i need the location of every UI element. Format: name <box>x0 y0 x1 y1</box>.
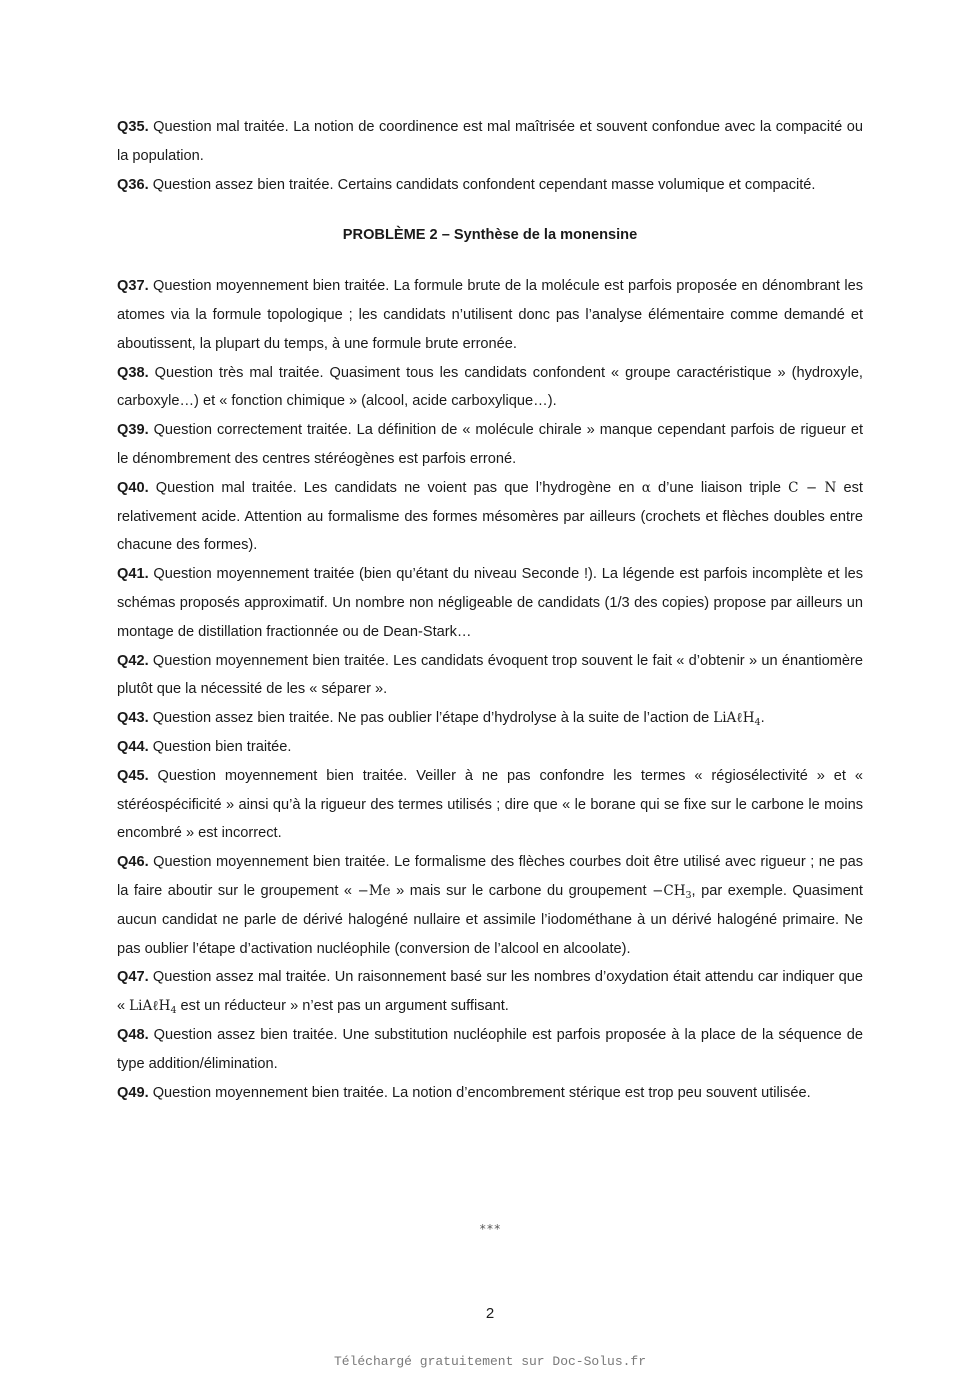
comment-q47 <box>117 963 863 1021</box>
comment-text: Question moyennement bien traitée. Les candidats évoquent trop souvent le fait « d’obtenir » un énantiomère plutôt que la nécessité de les « séparer ». <box>117 652 863 698</box>
math-formula <box>713 710 761 729</box>
question-label: Q40. <box>117 479 149 496</box>
comment-text: Question moyennement bien traitée. Le formalisme des flèches courbes doit être utilisé avec rigueur ; ne pas la faire aboutir sur le groupement « <box>117 854 863 899</box>
question-label: Q44. <box>117 738 149 755</box>
comment-q41 <box>117 560 863 646</box>
comment-q45 <box>117 762 863 848</box>
question-label: Q42. <box>117 652 149 669</box>
question-label: Q47. <box>117 969 149 986</box>
comment-text: Question moyennement traitée (bien qu’étant du niveau Seconde !). La légende est parfois incomplète et les schémas proposés approximatif. Un nombre non négligeable de candidats (1/3 des copies) propose par ailleurs un montage de distillation fractionnée ou de Dean-Stark… <box>117 566 863 640</box>
comment-q40 <box>117 474 863 560</box>
comment-q42 <box>117 647 863 705</box>
document-body <box>117 113 863 1107</box>
comment-text: Question correctement traitée. La définition de « molécule chirale » manque cependant parfois de rigueur et le dénombrement des centres stéréogènes est parfois erroné. <box>117 422 863 467</box>
question-label: Q45. <box>117 767 149 784</box>
section-separator: *** <box>479 1222 501 1236</box>
comment-q38 <box>117 359 863 417</box>
comment-text: Question bien traitée. <box>148 738 292 755</box>
comment-text: . <box>760 710 765 727</box>
question-label: Q35. <box>117 119 149 135</box>
comment-text: » mais sur le carbone du groupement <box>390 882 653 899</box>
math-ch3 <box>652 883 691 899</box>
formula-subscript: 4 <box>754 717 761 729</box>
comment-text: est un réducteur » n’est pas un argument suffisant. <box>176 998 509 1015</box>
comment-text: Question moyennement bien traitée. Veiller à ne pas confondre les termes « régiosélectivité » et « stéréospécificité » ainsi qu’à la rigueur des termes utilisés ; dire que « le borane qui se fixe sur le carbone le moins encombré » est incorrect. <box>117 767 863 842</box>
comment-text: Question mal traitée. Les candidats ne voient pas que l’hydrogène en <box>148 479 642 496</box>
comment-q44 <box>117 733 863 762</box>
math-alpha: α <box>641 479 651 496</box>
comment-q39 <box>117 416 863 474</box>
comment-q46 <box>117 848 863 963</box>
comment-text: Question très mal traitée. Quasiment tous les candidats confondent « groupe caractéristique » (hydroxyle, carboxyle…) et « fonction chimique » (alcool, acide carboxylique…). <box>117 364 863 410</box>
formula-base: −CH <box>652 882 686 899</box>
page-number: 2 <box>485 1305 495 1322</box>
comment-text: Question moyennement bien traitée. La notion d’encombrement stérique est trop peu souvent utilisée. <box>148 1084 811 1101</box>
comment-text: Question assez bien traitée. Ne pas oublier l’étape d’hydrolyse à la suite de l’action de <box>148 710 714 727</box>
math-formula <box>129 998 177 1017</box>
formula-base: LiAℓH <box>129 998 171 1015</box>
comment-text: Question moyennement bien traitée. La formule brute de la molécule est parfois proposée en dénombrant les atomes via la formule topologique ; les candidats n’utilisent donc pas l’analyse élémentaire comme demandé et aboutissent, la plupart du temps, à une formule brute erronée. <box>117 278 863 352</box>
section-title: PROBLÈME 2 – Synthèse de la monensine <box>342 227 638 244</box>
question-label: Q37. <box>117 278 149 295</box>
comment-q36 <box>117 171 863 200</box>
formula-subscript: 3 <box>685 889 692 901</box>
question-label: Q39. <box>117 422 149 439</box>
comment-text: Question assez bien traitée. Une substitution nucléophile est parfois proposée à la place de la séquence de type addition/élimination. <box>117 1026 863 1072</box>
question-label: Q41. <box>117 566 149 583</box>
comment-q49 <box>117 1079 863 1108</box>
comment-q37 <box>117 272 863 358</box>
comment-q48 <box>117 1021 863 1079</box>
question-label: Q46. <box>117 854 149 871</box>
comment-text: Question assez mal traitée. Un raisonnement basé sur les nombres d’oxydation était attendu car indiquer que « <box>117 969 863 1015</box>
question-label: Q38. <box>117 364 149 381</box>
math-bond: C − N <box>788 479 837 496</box>
comment-text: Question assez bien traitée. Certains candidats confondent cependant masse volumique et compacité. <box>148 176 816 193</box>
question-label: Q48. <box>117 1026 149 1043</box>
formula-base: LiAℓH <box>713 710 755 727</box>
question-label: Q43. <box>117 710 149 727</box>
comment-text: , par exemple. Quasiment aucun candidat ne parle de dérivé halogéné nullaire et assimile l’iodométhane à un dérivé halogéné primaire. Ne pas oublier l’étape d’activation nucléophile (conversion de l’alcool en alcoolate). <box>117 882 863 957</box>
comment-q35 <box>117 113 863 171</box>
formula-subscript: 4 <box>170 1005 177 1017</box>
download-footer: Téléchargé gratuitement sur Doc-Solus.fr <box>333 1354 647 1369</box>
comment-q43 <box>117 704 863 733</box>
comment-text: est relativement acide. Attention au formalisme des formes mésomères par ailleurs (crochets et flèches doubles entre chacune des formes). <box>117 479 863 554</box>
comment-text: Question mal traitée. La notion de coordinence est mal maîtrisée et souvent confondue avec la compacité ou la population. <box>117 119 863 164</box>
comment-text: d’une liaison triple <box>650 479 789 496</box>
question-label: Q36. <box>117 176 149 193</box>
math-me: −Me <box>357 882 391 899</box>
question-label: Q49. <box>117 1084 149 1101</box>
